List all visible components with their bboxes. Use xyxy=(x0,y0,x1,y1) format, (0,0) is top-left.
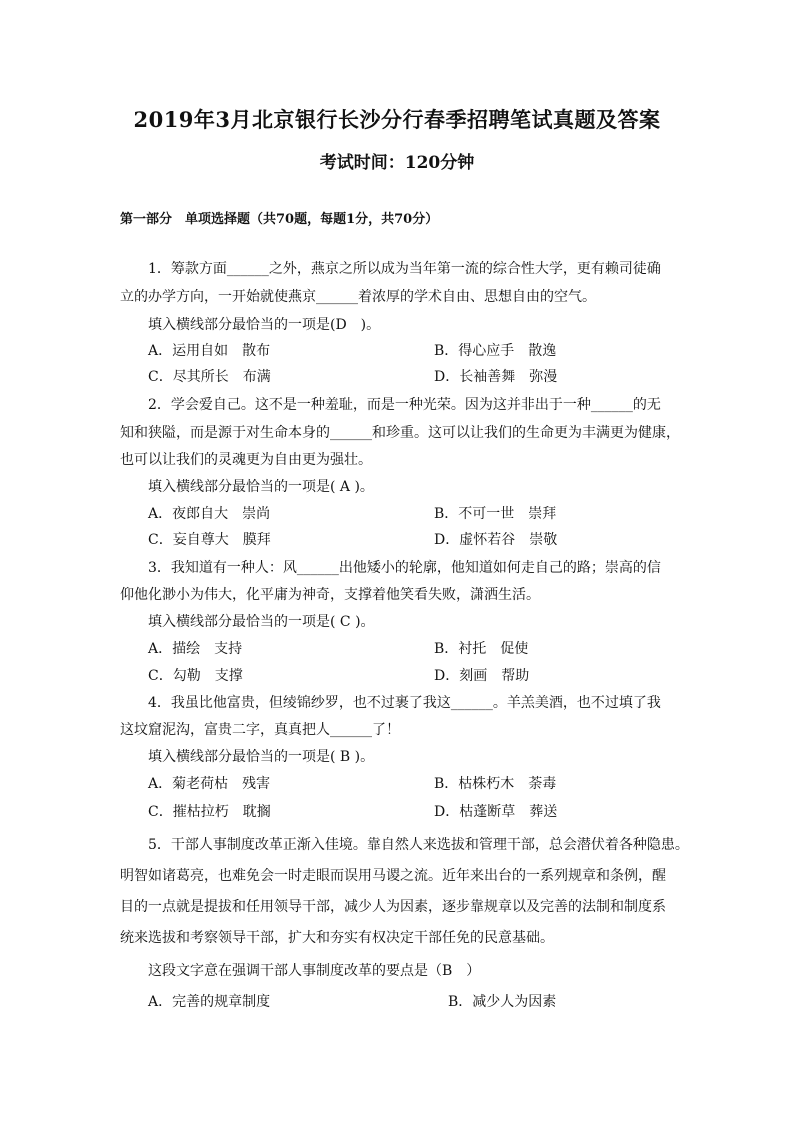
question-2-option-c: C．妄自尊大 膜拜 xyxy=(148,532,271,548)
question-3-option-a: A．描绘 支持 xyxy=(148,641,243,657)
question-5-option-b: B．减少人为因素 xyxy=(448,994,557,1010)
question-1-option-b: B．得心应手 散逸 xyxy=(434,343,557,359)
question-2-line-3: 也可以让我们的灵魂更为自由更为强壮。 xyxy=(120,452,372,468)
question-3-line-2: 仰他化渺小为伟大，化平庸为神奇，支撑着他笑看失败，潇洒生活。 xyxy=(120,587,540,603)
question-1-option-a: A．运用自如 散布 xyxy=(148,343,271,359)
question-1-option-c: C．尽其所长 布满 xyxy=(148,369,271,385)
question-2-prompt: 填入横线部分最恰当的一项是( A )。 xyxy=(148,479,374,495)
question-4-option-a: A．菊老荷枯 残害 xyxy=(148,776,271,792)
question-5-line-3: 目的一点就是提拔和任用领导干部，减少人为因素，逐步靠规章以及完善的法制和制度系 xyxy=(120,899,666,915)
question-4-option-c: C．摧枯拉朽 耽搁 xyxy=(148,804,271,820)
question-4-line-2: 这坟窟泥沟，富贵二字，真真把人______了！ xyxy=(120,722,400,738)
question-1-prompt: 填入横线部分最恰当的一项是(D )。 xyxy=(148,317,381,333)
question-2-option-a: A．夜郎自大 崇尚 xyxy=(148,506,271,522)
question-1-line-2: 立的办学方向，一开始就使燕京______着浓厚的学术自由、思想自由的空气。 xyxy=(120,289,596,305)
question-5-line-4: 统来选拔和考察领导干部，扩大和夯实有权决定干部任免的民意基础。 xyxy=(120,930,554,946)
question-1-line-1: 1．筹款方面______之外，燕京之所以成为当年第一流的综合性大学，更有赖司徒确 xyxy=(148,261,661,277)
question-5-option-a: A．完善的规章制度 xyxy=(148,994,271,1010)
question-5-line-2: 明智如诸葛亮，也难免会一时走眼而误用马谡之流。近年来出台的一系列规章和条例，醒 xyxy=(120,868,666,884)
exam-duration: 考试时间：120分钟 xyxy=(319,153,475,173)
question-5-line-1: 5．干部人事制度改革正渐入佳境。靠自然人来选拔和管理干部，总会潜伏着各种隐患。 xyxy=(148,837,689,853)
question-3-prompt: 填入横线部分最恰当的一项是( C )。 xyxy=(148,614,375,630)
question-5-prompt: 这段文字意在强调干部人事制度改革的要点是（B ） xyxy=(148,963,481,979)
question-3-line-1: 3．我知道有一种人：风______出他矮小的轮廓，他知道如何走自己的路；崇高的信 xyxy=(148,560,661,576)
question-3-option-c: C．勾勒 支撑 xyxy=(148,668,243,684)
question-4-option-d: D．枯蓬断草 葬送 xyxy=(434,804,558,820)
question-2-line-1: 2．学会爱自己。这不是一种羞耻，而是一种光荣。因为这并非出于一种______的无 xyxy=(148,397,661,413)
question-1-option-d: D．长袖善舞 弥漫 xyxy=(434,369,558,385)
question-4-option-b: B．枯株朽木 荼毒 xyxy=(434,776,557,792)
question-2-option-d: D．虚怀若谷 崇敬 xyxy=(434,532,558,548)
question-3-option-b: B．衬托 促使 xyxy=(434,641,529,657)
page-title: 2019年3月北京银行长沙分行春季招聘笔试真题及答案 xyxy=(133,107,661,132)
section-heading: 第一部分 单项选择题（共70题，每题1分，共70分） xyxy=(120,212,439,227)
question-2-line-2: 知和狭隘，而是源于对生命本身的______和珍重。这可以让我们的生命更为丰满更为健康， xyxy=(120,425,680,441)
question-2-option-b: B．不可一世 崇拜 xyxy=(434,506,557,522)
question-4-line-1: 4．我虽比他富贵，但绫锦纱罗，也不过裹了我这______。羊羔美酒，也不过填了我 xyxy=(148,695,661,711)
question-4-prompt: 填入横线部分最恰当的一项是( B )。 xyxy=(148,749,375,765)
question-3-option-d: D．刻画 帮助 xyxy=(434,668,530,684)
